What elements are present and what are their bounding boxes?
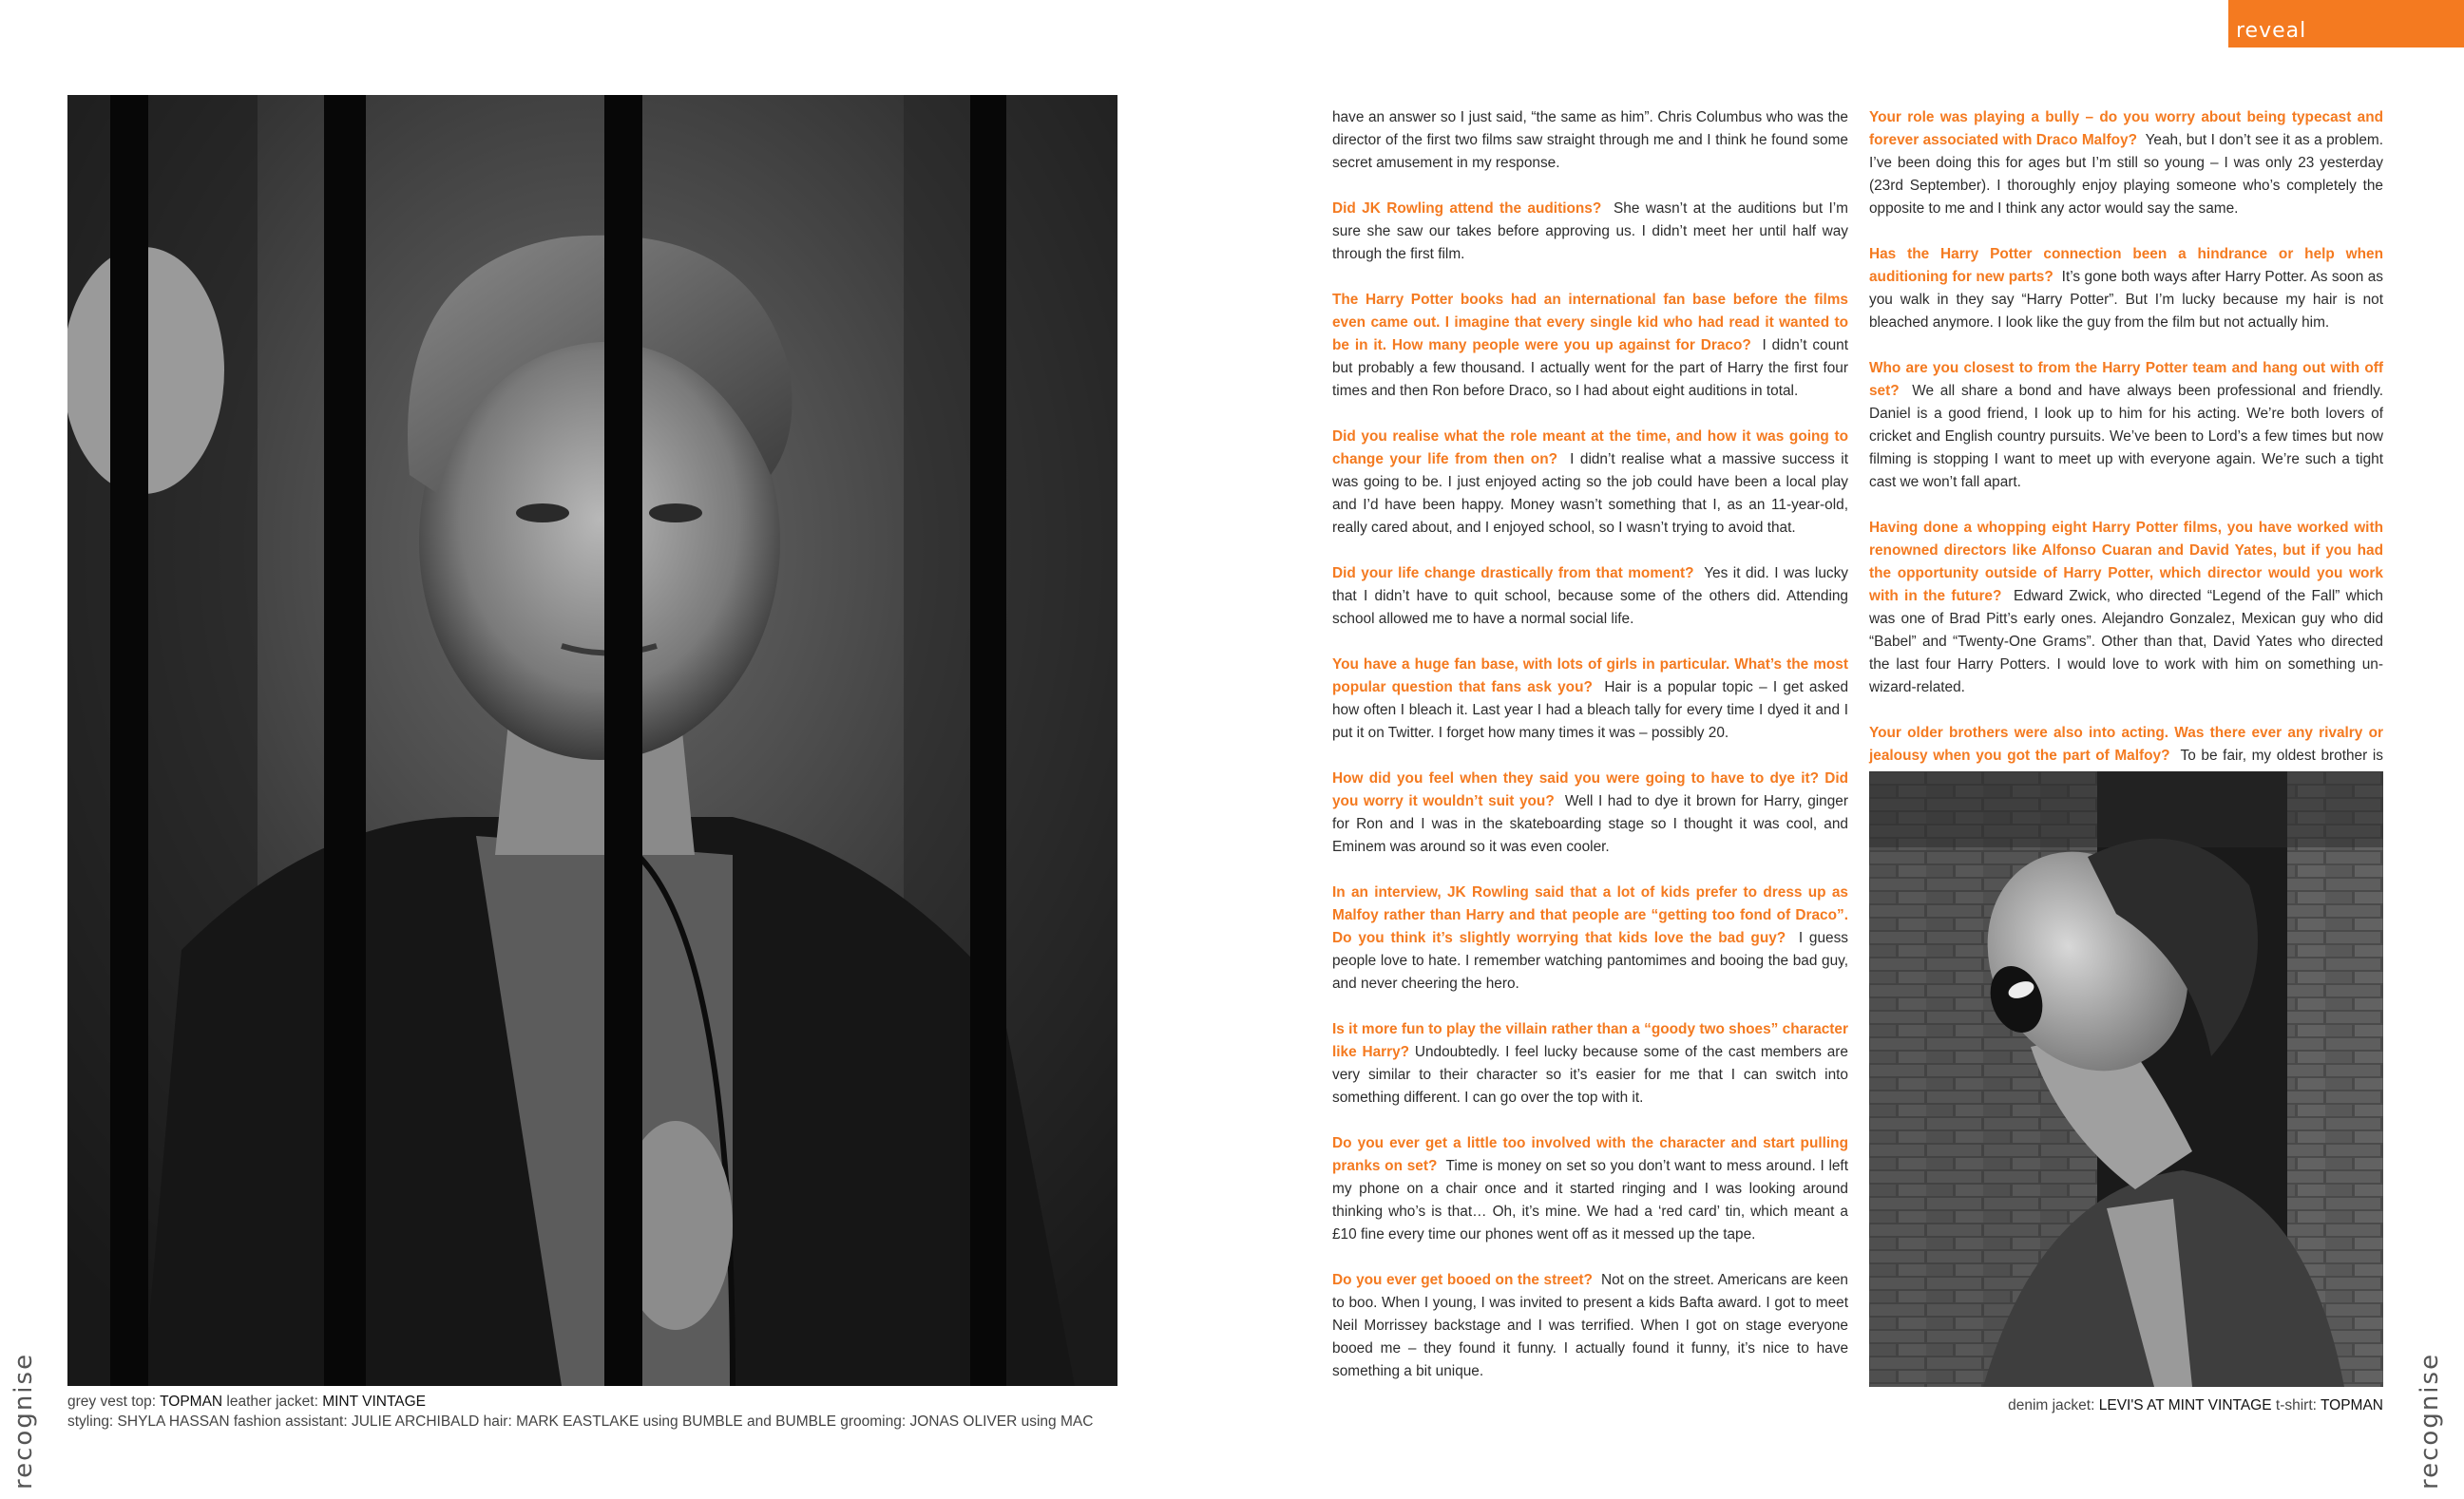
- article-paragraph: [1332, 289, 1848, 403]
- interview-answer: Yeah, but I don’t see it as a problem. I’ve been doing this for ages but I’m still so young – I was only 23 yesterday (23rd September). I thoroughly enjoy playing someone who’s completely the opposite to me and I think any actor would say the same.: [1869, 132, 2384, 217]
- section-tab: [2228, 0, 2464, 47]
- article-paragraph: [1332, 562, 1848, 631]
- interview-answer: It’s gone both ways after Harry Potter. As soon as you walk in they say “Harry Potter”. But I’m lucky because my hair is not bleached anymore. I look like the guy from the film but not actually him.: [1869, 269, 2384, 331]
- secondary-photo-image: [1869, 771, 2383, 1387]
- caption-brand: TOPMAN: [160, 1394, 223, 1410]
- interview-question: Your older brothers were also into acting. Was there ever any rivalry or jealousy when you got the part of Malfoy?: [1869, 725, 2383, 764]
- article-paragraph: [1869, 106, 2383, 220]
- running-label-left: recognise: [10, 1352, 38, 1490]
- interview-question: Did JK Rowling attend the auditions?: [1332, 200, 1602, 217]
- interview-question: Do you ever get booed on the street?: [1332, 1272, 1593, 1288]
- interview-question: Having done a whopping eight Harry Potter films, you have worked with renowned directors like Alfonso Cuaran and David Yates, but if you had the opportunity outside of Harry Potter, which director would you work with in the future?: [1869, 520, 2383, 604]
- caption-line-1: [67, 1392, 1093, 1412]
- article-column-middle: [1332, 106, 1848, 1406]
- main-photo-image: [67, 95, 1117, 1386]
- interview-answer: To be fair, my oldest brother is: [2180, 748, 2383, 764]
- interview-answer: Time is money on set so you don’t want to mess around. I left my phone on a chair once and it started ringing and I was looking around thinking who’s is that… Oh, it’s mine. We had a ‘red card’ tin, which meant a £10 fine every time our phones went off as it messed up the tape.: [1332, 1158, 1848, 1243]
- interview-question: Did you realise what the role meant at the time, and how it was going to change your life from then on?: [1332, 428, 1848, 467]
- article-column-right: [1869, 106, 2383, 813]
- article-paragraph: [1332, 1018, 1848, 1110]
- article-paragraph: [1332, 426, 1848, 540]
- interview-answer: Not on the street. Americans are keen to boo. When I young, I was invited to present a kids Bafta award. I got to meet Neil Morrissey backstage and I was terrified. When I got on stage everyone booed me – they found it funny. I actually found it funny, it’s nice to have something a bit unique.: [1332, 1272, 1848, 1379]
- interview-answer: Hair is a popular topic – I get asked how often I bleach it. Last year I had a bleach tally for every time I dyed it and I put it on Twitter. I forget how many times it was – possibly 20.: [1332, 679, 1848, 741]
- caption-brand: MINT VINTAGE: [322, 1394, 427, 1410]
- interview-answer: She wasn’t at the auditions but I’m sure she saw our takes before approving us. I didn’t meet her until half way through the first film.: [1332, 200, 1848, 262]
- main-photo: [67, 95, 1117, 1386]
- interview-question: Has the Harry Potter connection been a hindrance or help when auditioning for new parts?: [1869, 246, 2383, 285]
- interview-answer: We all share a bond and have always been professional and friendly. Daniel is a good friend, I look up to him for his acting. We’re both lovers of cricket and English country pursuits. We’ve been to Lord’s a few times but now filming is stopping I want to meet up with everyone again. We’re such a tight cast we won’t fall apart.: [1869, 383, 2383, 490]
- article-paragraph: [1332, 768, 1848, 859]
- section-tab-label: reveal: [2236, 19, 2307, 43]
- interview-question: Did your life change drastically from that moment?: [1332, 565, 1694, 581]
- interview-answer: Undoubtedly. I feel lucky because some of the cast members are very similar to their character so it’s easier for me that I can switch into something different. I can go over the top with it.: [1332, 1044, 1848, 1106]
- interview-answer: Well I had to dye it brown for Harry, ginger for Ron and I was in the skateboarding stage so I thought it was cool, and Eminem was around so it was even cooler.: [1332, 793, 1848, 855]
- caption-label: denim jacket:: [2008, 1397, 2099, 1414]
- caption-credits: styling: SHYLA HASSAN fashion assistant: JULIE ARCHIBALD hair: MARK EASTLAKE using BUMBLE and BUMBLE grooming: JONAS OLIVER using MAC: [67, 1414, 1094, 1430]
- caption-brand: LEVI'S AT MINT VINTAGE: [2098, 1397, 2272, 1414]
- interview-answer: I didn’t count but probably a few thousand. I actually went for the part of Harry the first four times and then Ron before Draco, so I had about eight auditions in total.: [1332, 337, 1848, 399]
- interview-answer: Yes it did. I was lucky that I didn’t have to quit school, because some of the others did. Attending school allowed me to have a normal social life.: [1332, 565, 1848, 627]
- interview-question: Your role was playing a bully – do you worry about being typecast and forever associated with Draco Malfoy?: [1869, 109, 2383, 148]
- interview-question: Who are you closest to from the Harry Potter team and hang out with off set?: [1869, 360, 2383, 399]
- article-paragraph: [1332, 882, 1848, 996]
- interview-question: Do you ever get a little too involved with the character and start pulling pranks on set?: [1332, 1135, 1848, 1174]
- interview-question: The Harry Potter books had an international fan base before the films even came out. I imagine that every single kid who had read it wanted to be in it. How many people were you up against for Draco?: [1332, 292, 1848, 353]
- secondary-photo: [1869, 771, 2383, 1387]
- caption-brand: TOPMAN: [2320, 1397, 2383, 1414]
- article-paragraph: [1332, 198, 1848, 266]
- article-paragraph: [1869, 357, 2383, 494]
- article-paragraph: [1869, 243, 2383, 334]
- article-paragraph: [1869, 517, 2383, 699]
- interview-question: In an interview, JK Rowling said that a lot of kids prefer to dress up as Malfoy rather than Harry and that people are “getting too fond of Draco”. Do you think it’s slightly worrying that kids love the bad guy?: [1332, 884, 1848, 946]
- article-paragraph: [1332, 654, 1848, 745]
- interview-answer: Edward Zwick, who directed “Legend of the Fall” which was one of Brad Pitt’s early ones. Alejandro Gonzalez, Mexican guy who did “Babel” and “Twenty-One Grams”. Other than that, David Yates who directed the last four Harry Potters. I would love to work with him on something un-wizard-related.: [1869, 588, 2383, 695]
- article-paragraph: [1332, 1132, 1848, 1246]
- main-photo-caption: [67, 1392, 1093, 1432]
- article-paragraph: [1332, 106, 1848, 175]
- caption-label: grey vest top:: [67, 1394, 161, 1410]
- caption-label: t-shirt:: [2271, 1397, 2321, 1414]
- interview-answer: have an answer so I just said, “the same as him”. Chris Columbus who was the director of the first two films saw straight through me and I think he found some secret amusement in my response.: [1332, 109, 1848, 171]
- running-label-right: recognise: [2416, 1352, 2444, 1490]
- secondary-photo-caption: [2008, 1395, 2383, 1415]
- caption-label: leather jacket:: [222, 1394, 323, 1410]
- interview-question: You have a huge fan base, with lots of girls in particular. What’s the most popular question that fans ask you?: [1332, 656, 1848, 695]
- article-paragraph: [1332, 1269, 1848, 1383]
- interview-answer: I guess people love to hate. I remember watching pantomimes and booing the bad guy, and never cheering the hero.: [1332, 930, 1848, 992]
- interview-question: How did you feel when they said you were going to have to dye it? Did you worry it wouldn’t suit you?: [1332, 770, 1848, 809]
- interview-question: Is it more fun to play the villain rather than a “goody two shoes” character like Harry?: [1332, 1021, 1848, 1060]
- interview-answer: I didn’t realise what a massive success it was going to be. I just enjoyed acting so the job could have been a local play and I’d have been happy. Money wasn’t something that I, as an 11-year-old, really cared about, and I enjoyed school, so I wasn’t trying to avoid that.: [1332, 451, 1848, 536]
